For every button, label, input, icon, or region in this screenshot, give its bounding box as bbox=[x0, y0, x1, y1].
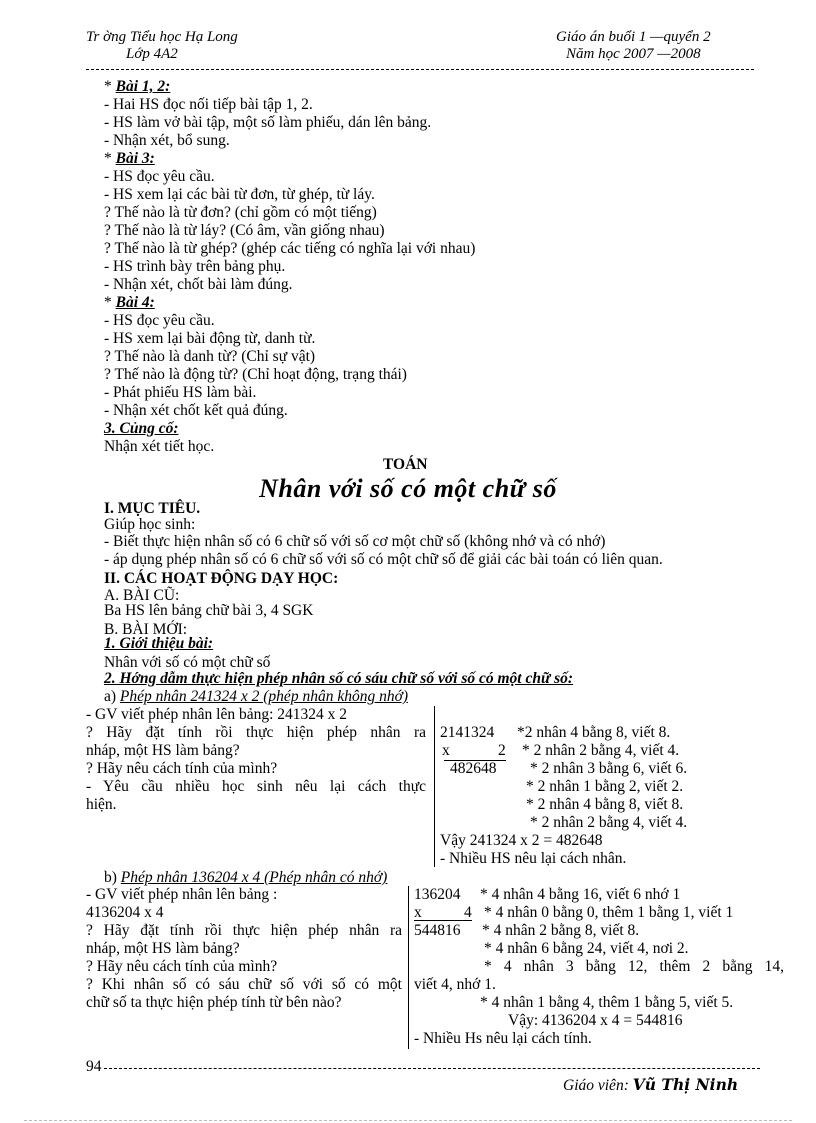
part-a-conclusion: Vậy 241324 x 2 = 482648 bbox=[440, 832, 603, 849]
review-text: - HS xem lại các bài từ đơn, từ ghép, từ láy. bbox=[104, 186, 375, 203]
part-b-calc-top: 136204 bbox=[414, 886, 461, 903]
objectives-heading: I. MỤC TIÊU. bbox=[104, 500, 201, 517]
part-b-note: - Nhiều Hs nêu lại cách tính. bbox=[414, 1030, 592, 1047]
review-text: ? Thế nào là từ ghép? (ghép các tiếng có nghĩa lại với nhau) bbox=[104, 240, 476, 257]
school-name: Tr ờng Tiểu học Hạ Long bbox=[86, 29, 238, 45]
part-a-step-2: * 2 nhân 2 bằng 4, viết 4. bbox=[522, 742, 680, 759]
review-line bbox=[104, 276, 293, 293]
teacher-signature bbox=[563, 1076, 738, 1094]
part-a-step-5: * 2 nhân 4 bằng 8, viết 8. bbox=[526, 796, 684, 813]
review-line bbox=[104, 402, 288, 419]
part-b-calc-line bbox=[414, 920, 472, 921]
review-line bbox=[104, 294, 155, 311]
lesson-plan-label: Giáo án buổi 1 —quyển 2 bbox=[556, 29, 711, 45]
part-b-conclusion: Vậy: 4136204 x 4 = 544816 bbox=[508, 1012, 683, 1029]
activities-heading: II. CÁC HOẠT ĐỘNG DẠY HỌC: bbox=[104, 570, 339, 587]
part-b-step-5: * 4 nhân 3 bằng 12, thêm 2 bằng 14, bbox=[484, 958, 784, 975]
review-text: - HS đọc yêu cầu. bbox=[104, 312, 215, 329]
review-text: - Nhận xét, chốt bài làm đúng. bbox=[104, 276, 293, 293]
part-a-label: a) bbox=[104, 688, 120, 705]
review-text: - Hai HS đọc nối tiếp bài tập 1, 2. bbox=[104, 96, 313, 113]
part-a-calc-top: 2141324 bbox=[440, 724, 495, 741]
part-a-step-6: * 2 nhân 2 bằng 4, viết 4. bbox=[530, 814, 688, 831]
subject-title: TOÁN bbox=[383, 456, 428, 473]
part-b-step-2: * 4 nhân 0 bằng 0, thêm 1 bằng 1, viết 1 bbox=[484, 904, 734, 921]
part-a-title-text: Phép nhân 241324 x 2 (phép nhân không nhớ) bbox=[119, 688, 409, 705]
review-text: Nhận xét tiết học. bbox=[104, 438, 215, 455]
part-b-calc-mult: 4 bbox=[464, 904, 472, 921]
objectives-line-3: - áp dụng phép nhân số có 6 chữ số với số có một chữ số để giải các bài toán có liên quan. bbox=[104, 551, 663, 568]
bullet-star: * bbox=[104, 294, 116, 311]
review-line bbox=[104, 258, 285, 275]
review-line bbox=[104, 366, 407, 383]
part-a-calc-x: x bbox=[442, 742, 450, 759]
review-text: - HS trình bày trên bảng phụ. bbox=[104, 258, 286, 275]
review-text: - Nhận xét chốt kết quả đúng. bbox=[104, 402, 288, 419]
review-text: - Nhận xét, bổ sung. bbox=[104, 132, 230, 149]
part-b-left-5: ? Hãy nêu cách tính của mình? bbox=[86, 958, 278, 975]
review-line bbox=[104, 150, 155, 167]
part-a-step-4: * 2 nhân 1 bằng 2, viết 2. bbox=[526, 778, 684, 795]
part-a-step-1: *2 nhân 4 bằng 8, viết 8. bbox=[517, 724, 671, 741]
footer-divider bbox=[104, 1068, 760, 1069]
part-b-step-1: * 4 nhân 4 bằng 16, viết 6 nhớ 1 bbox=[480, 886, 681, 903]
review-text: ? Thế nào là động từ? (Chỉ hoạt động, trạng thái) bbox=[104, 366, 407, 383]
review-text: - HS xem lại bài động từ, danh từ. bbox=[104, 330, 316, 347]
review-line bbox=[104, 384, 256, 401]
part-b-step-6: viết 4, nhớ 1. bbox=[414, 976, 496, 993]
part-a-step-3: * 2 nhân 3 bằng 6, viết 6. bbox=[530, 760, 688, 777]
old-lesson-text: Ba HS lên bảng chữ bài 3, 4 SGK bbox=[104, 602, 314, 619]
part-a-note: - Nhiều HS nêu lại cách nhân. bbox=[440, 850, 627, 867]
intro-heading: 1. Giới thiệu bài: bbox=[104, 635, 214, 652]
objectives-line-2: - Biết thực hiện nhân số có 6 chữ số với số cơ một chữ số (không nhớ và có nhớ) bbox=[104, 533, 606, 550]
review-line bbox=[104, 348, 315, 365]
review-line bbox=[104, 222, 385, 239]
review-text: ? Thế nào là danh từ? (Chỉ sự vật) bbox=[104, 348, 316, 365]
review-line bbox=[104, 168, 215, 185]
part-b-left-4: nháp, một HS làm bảng? bbox=[86, 940, 240, 957]
review-text: ? Thế nào là từ láy? (Có âm, vần giống nhau) bbox=[104, 222, 385, 239]
class-name: Lớp 4A2 bbox=[126, 46, 178, 62]
part-a-left-4: ? Hãy nêu cách tính của mình? bbox=[86, 760, 278, 777]
part-b-step-7: * 4 nhân 1 bằng 4, thêm 1 bằng 5, viết 5. bbox=[480, 994, 734, 1011]
review-line bbox=[104, 204, 377, 221]
page-bottom-border bbox=[24, 1120, 792, 1121]
review-text: ? Thế nào là từ đơn? (chỉ gồm có một tiếng) bbox=[104, 204, 377, 221]
part-b-divider bbox=[408, 886, 409, 1049]
part-b-left-7: chữ số ta thực hiện phép tính từ bên nào? bbox=[86, 994, 342, 1011]
new-lesson-heading: B. BÀI MỚI: bbox=[104, 621, 188, 638]
intro-text: Nhân với số có một chữ số bbox=[104, 654, 271, 671]
review-text: - Phát phiếu HS làm bài. bbox=[104, 384, 257, 401]
bullet-star: * bbox=[104, 78, 116, 95]
part-b-step-3: * 4 nhân 2 bằng 8, viết 8. bbox=[482, 922, 640, 939]
exercise-heading: Bài 1, 2: bbox=[115, 78, 171, 95]
review-line bbox=[104, 132, 230, 149]
part-b-left-6: ? Khi nhân số có sáu chữ số với số có một bbox=[86, 976, 402, 993]
part-a-calc-result: 482648 bbox=[450, 760, 497, 777]
page-number: 94 bbox=[86, 1058, 102, 1075]
exercise-heading: Bài 4: bbox=[115, 294, 155, 311]
old-lesson-heading: A. BÀI CŨ: bbox=[104, 587, 180, 604]
review-line bbox=[104, 420, 179, 437]
part-a-calc-mult: 2 bbox=[498, 742, 506, 759]
exercise-heading: Bài 3: bbox=[115, 150, 155, 167]
review-line bbox=[104, 114, 431, 131]
review-line bbox=[104, 312, 215, 329]
review-line bbox=[104, 78, 170, 95]
part-a-title bbox=[104, 688, 408, 705]
school-year: Năm học 2007 —2008 bbox=[566, 46, 701, 62]
part-b-title bbox=[104, 869, 387, 886]
teacher-name: Vũ Thị Ninh bbox=[632, 1075, 739, 1094]
part-b-left-1: - GV viết phép nhân lên bảng : bbox=[86, 886, 278, 903]
part-a-left-6: hiện. bbox=[86, 796, 117, 813]
part-b-calc-result: 544816 bbox=[414, 922, 461, 939]
exercise-heading: 3. Củng cố: bbox=[104, 420, 179, 437]
part-a-left-1: - GV viết phép nhân lên bảng: 241324 x 2 bbox=[86, 706, 348, 723]
review-line bbox=[104, 240, 475, 257]
part-b-calc-x: x bbox=[414, 904, 422, 921]
review-line bbox=[104, 186, 375, 203]
review-text: - HS đọc yêu cầu. bbox=[104, 168, 215, 185]
part-a-left-2: ? Hãy đặt tính rồi thực hiện phép nhân ra bbox=[86, 724, 426, 741]
part-a-left-5: - Yêu cầu nhiều học sinh nêu lại cách thực bbox=[86, 778, 426, 795]
part-a-left-3: nháp, một HS làm bảng? bbox=[86, 742, 240, 759]
review-line bbox=[104, 96, 313, 113]
lesson-title: Nhân với số có một chữ số bbox=[259, 474, 557, 503]
bullet-star: * bbox=[104, 150, 116, 167]
part-b-step-4: * 4 nhân 6 bằng 24, viết 4, nơi 2. bbox=[484, 940, 689, 957]
review-text: - HS làm vở bài tập, một số làm phiếu, dán lên bảng. bbox=[104, 114, 432, 131]
part-b-left-2: 4136204 x 4 bbox=[86, 904, 164, 921]
review-line bbox=[104, 438, 214, 455]
review-line bbox=[104, 330, 315, 347]
objectives-line-1: Giúp học sinh: bbox=[104, 516, 196, 533]
part-b-label: b) bbox=[104, 869, 121, 886]
part-b-title-text: Phép nhân 136204 x 4 (Phép nhân có nhớ) bbox=[120, 869, 388, 886]
guide-heading: 2. Hớng dẫm thực hiện phép nhân số có sáu chữ số với số có một chữ số: bbox=[104, 670, 574, 687]
header-divider bbox=[86, 69, 754, 70]
part-a-divider bbox=[434, 706, 435, 867]
teacher-label: Giáo viên: bbox=[563, 1077, 633, 1094]
part-b-left-3: ? Hãy đặt tính rồi thực hiện phép nhân ra bbox=[86, 922, 402, 939]
